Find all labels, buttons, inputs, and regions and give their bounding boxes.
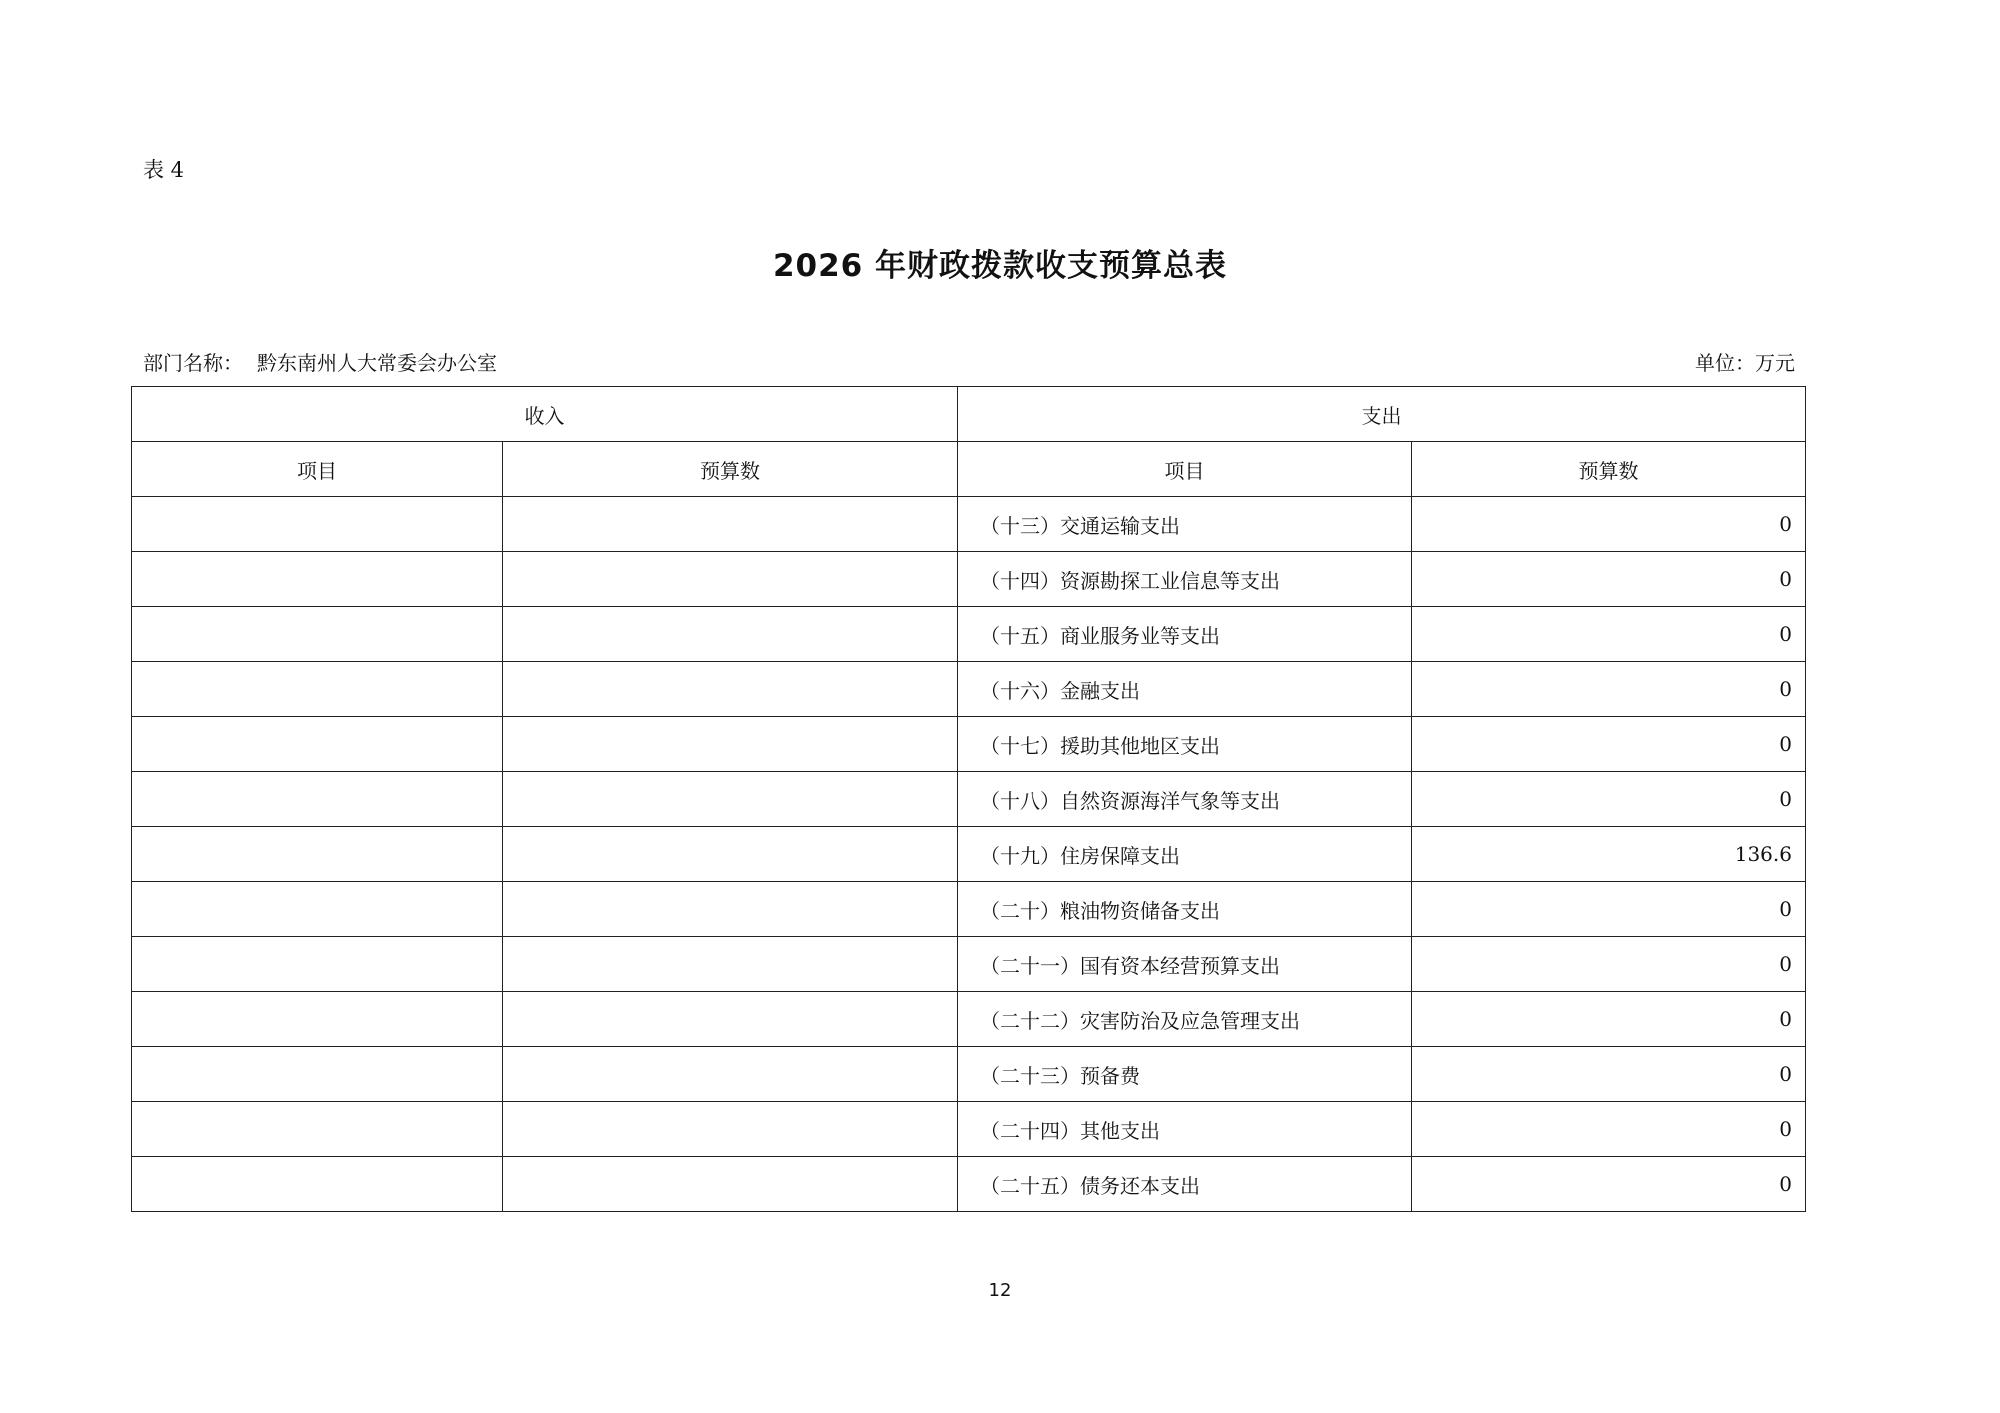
table-row xyxy=(132,497,1806,552)
expense-amount-cell: 0 xyxy=(1412,882,1806,937)
expense-amount-cell: 0 xyxy=(1412,1157,1806,1212)
expense-amount-cell: 0 xyxy=(1412,717,1806,772)
income-amount-cell xyxy=(503,827,958,882)
income-item-cell xyxy=(132,937,503,992)
income-item-cell xyxy=(132,1047,503,1102)
income-item-cell xyxy=(132,662,503,717)
expense-item-cell: （十六）金融支出 xyxy=(958,662,1412,717)
income-amount-cell xyxy=(503,992,958,1047)
income-amount-header: 预算数 xyxy=(503,442,958,497)
table-group-header-row xyxy=(132,387,1806,442)
table-column-header-row xyxy=(132,442,1806,497)
expense-item-cell: （二十一）国有资本经营预算支出 xyxy=(958,937,1412,992)
table-row xyxy=(132,717,1806,772)
table-row xyxy=(132,882,1806,937)
expense-item-cell: （十四）资源勘探工业信息等支出 xyxy=(958,552,1412,607)
expense-amount-cell: 136.6 xyxy=(1412,827,1806,882)
table-row xyxy=(132,662,1806,717)
expense-group-header: 支出 xyxy=(958,387,1806,442)
expense-item-cell: （二十三）预备费 xyxy=(958,1047,1412,1102)
expense-amount-cell: 0 xyxy=(1412,1047,1806,1102)
income-amount-cell xyxy=(503,717,958,772)
page-number: 12 xyxy=(988,1280,1012,1301)
department-info xyxy=(143,347,497,376)
table-row xyxy=(132,1047,1806,1102)
income-amount-cell xyxy=(503,937,958,992)
expense-item-cell: （二十五）债务还本支出 xyxy=(958,1157,1412,1212)
income-item-cell xyxy=(132,772,503,827)
income-item-cell xyxy=(132,1157,503,1212)
expense-amount-cell: 0 xyxy=(1412,992,1806,1047)
income-amount-cell xyxy=(503,882,958,937)
income-amount-cell xyxy=(503,1157,958,1212)
income-amount-cell xyxy=(503,607,958,662)
income-amount-cell xyxy=(503,552,958,607)
table-row xyxy=(132,552,1806,607)
income-amount-cell xyxy=(503,772,958,827)
expense-item-cell: （十三）交通运输支出 xyxy=(958,497,1412,552)
income-item-cell xyxy=(132,717,503,772)
income-item-cell xyxy=(132,607,503,662)
table-row xyxy=(132,772,1806,827)
budget-table xyxy=(131,386,1806,1212)
expense-amount-cell: 0 xyxy=(1412,552,1806,607)
department-value: 黔东南州人大常委会办公室 xyxy=(257,351,497,375)
table-row xyxy=(132,937,1806,992)
expense-item-cell: （十五）商业服务业等支出 xyxy=(958,607,1412,662)
table-label: 表 4 xyxy=(143,158,185,182)
table-row xyxy=(132,992,1806,1047)
table-row xyxy=(132,1102,1806,1157)
table-row xyxy=(132,607,1806,662)
expense-amount-cell: 0 xyxy=(1412,1102,1806,1157)
expense-item-cell: （二十）粮油物资储备支出 xyxy=(958,882,1412,937)
expense-item-cell: （十八）自然资源海洋气象等支出 xyxy=(958,772,1412,827)
income-item-header: 项目 xyxy=(132,442,503,497)
income-item-cell xyxy=(132,827,503,882)
department-label: 部门名称： xyxy=(143,351,243,375)
expense-amount-cell: 0 xyxy=(1412,497,1806,552)
income-item-cell xyxy=(132,497,503,552)
unit-label: 单位：万元 xyxy=(1695,351,1795,375)
income-amount-cell xyxy=(503,662,958,717)
expense-item-cell: （二十四）其他支出 xyxy=(958,1102,1412,1157)
income-item-cell xyxy=(132,882,503,937)
income-item-cell xyxy=(132,1102,503,1157)
expense-amount-cell: 0 xyxy=(1412,607,1806,662)
income-item-cell xyxy=(132,552,503,607)
income-amount-cell xyxy=(503,497,958,552)
expense-amount-header: 预算数 xyxy=(1412,442,1806,497)
table-row xyxy=(132,1157,1806,1212)
expense-amount-cell: 0 xyxy=(1412,937,1806,992)
expense-item-cell: （十七）援助其他地区支出 xyxy=(958,717,1412,772)
expense-item-cell: （二十二）灾害防治及应急管理支出 xyxy=(958,992,1412,1047)
expense-item-header: 项目 xyxy=(958,442,1412,497)
table-row xyxy=(132,827,1806,882)
expense-item-cell: （十九）住房保障支出 xyxy=(958,827,1412,882)
income-amount-cell xyxy=(503,1047,958,1102)
income-group-header: 收入 xyxy=(132,387,958,442)
expense-amount-cell: 0 xyxy=(1412,662,1806,717)
income-amount-cell xyxy=(503,1102,958,1157)
page-title: 2026 年财政拨款收支预算总表 xyxy=(772,248,1228,284)
expense-amount-cell: 0 xyxy=(1412,772,1806,827)
income-item-cell xyxy=(132,992,503,1047)
